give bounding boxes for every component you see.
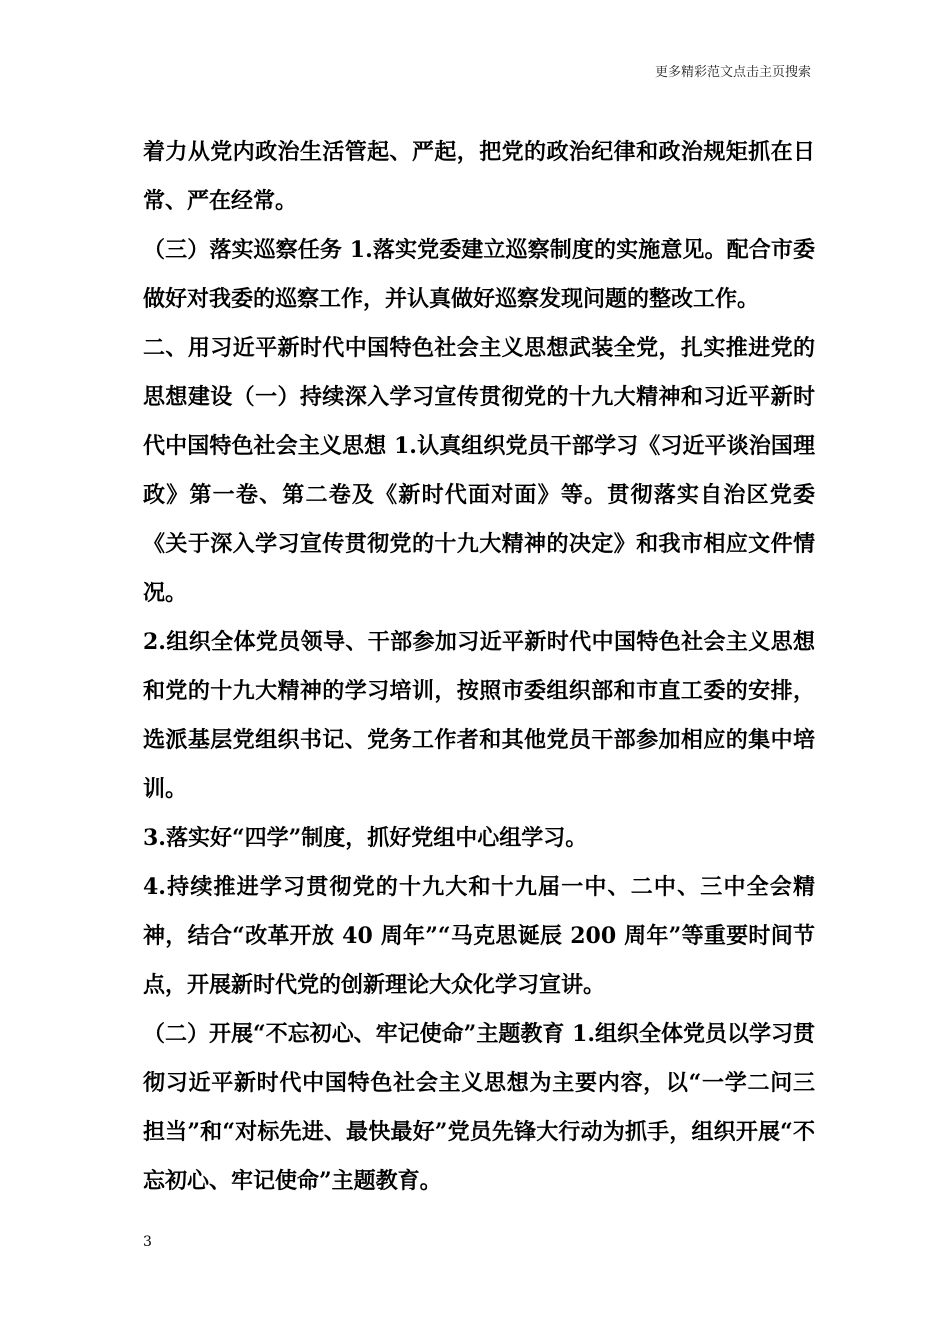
- paragraph-7: （二）开展“不忘初心、牢记使命”主题教育 1.组织全体党员以学习贯彻习近平新时代中国特色社会主义思想为主要内容，以“一学二问三担当”和“对标先进、最快最好”党员先锋大行动为抓手，组织开展“不忘初心、牢记使命”主题教育。: [143, 1021, 815, 1194]
- body-content: [143, 128, 815, 1206]
- paragraph-6: 4.持续推进学习贯彻党的十九大和十九届一中、二中、三中全会精神，结合“改革开放 40 周年”“马克思诞辰 200 周年”等重要时间节点，开展新时代党的创新理论大众化学习宣讲。: [143, 874, 815, 998]
- paragraph-2: （三）落实巡察任务 1.落实党委建立巡察制度的实施意见。配合市委做好对我委的巡察工作，并认真做好巡察发现问题的整改工作。: [143, 237, 815, 312]
- paragraph-1: 着力从党内政治生活管起、严起，把党的政治纪律和政治规矩抓在日常、严在经常。: [143, 139, 815, 214]
- page-number: 3: [143, 1234, 152, 1250]
- paragraph-5: 3.落实好“四学”制度，抓好党组中心组学习。: [143, 825, 588, 851]
- paragraph-3: 二、用习近平新时代中国特色社会主义思想武装全党，扎实推进党的思想建设（一）持续深入学习宣传贯彻党的十九大精神和习近平新时代中国特色社会主义思想 1.认真组织党员干部学习《习近平谈治国理政》第一卷、第二卷及《新时代面对面》等。贯彻落实自治区党委《关于深入学习宣传贯彻党的十九大精神的决定》和我市相应文件情况。: [143, 335, 815, 606]
- header-link-note[interactable]: 更多精彩范文点击主页搜索: [654, 65, 811, 80]
- paragraph-4: 2.组织全体党员领导、干部参加习近平新时代中国特色社会主义思想和党的十九大精神的学习培训，按照市委组织部和市直工委的安排，选派基层党组织书记、党务工作者和其他党员干部参加相应的集中培训。: [143, 629, 815, 802]
